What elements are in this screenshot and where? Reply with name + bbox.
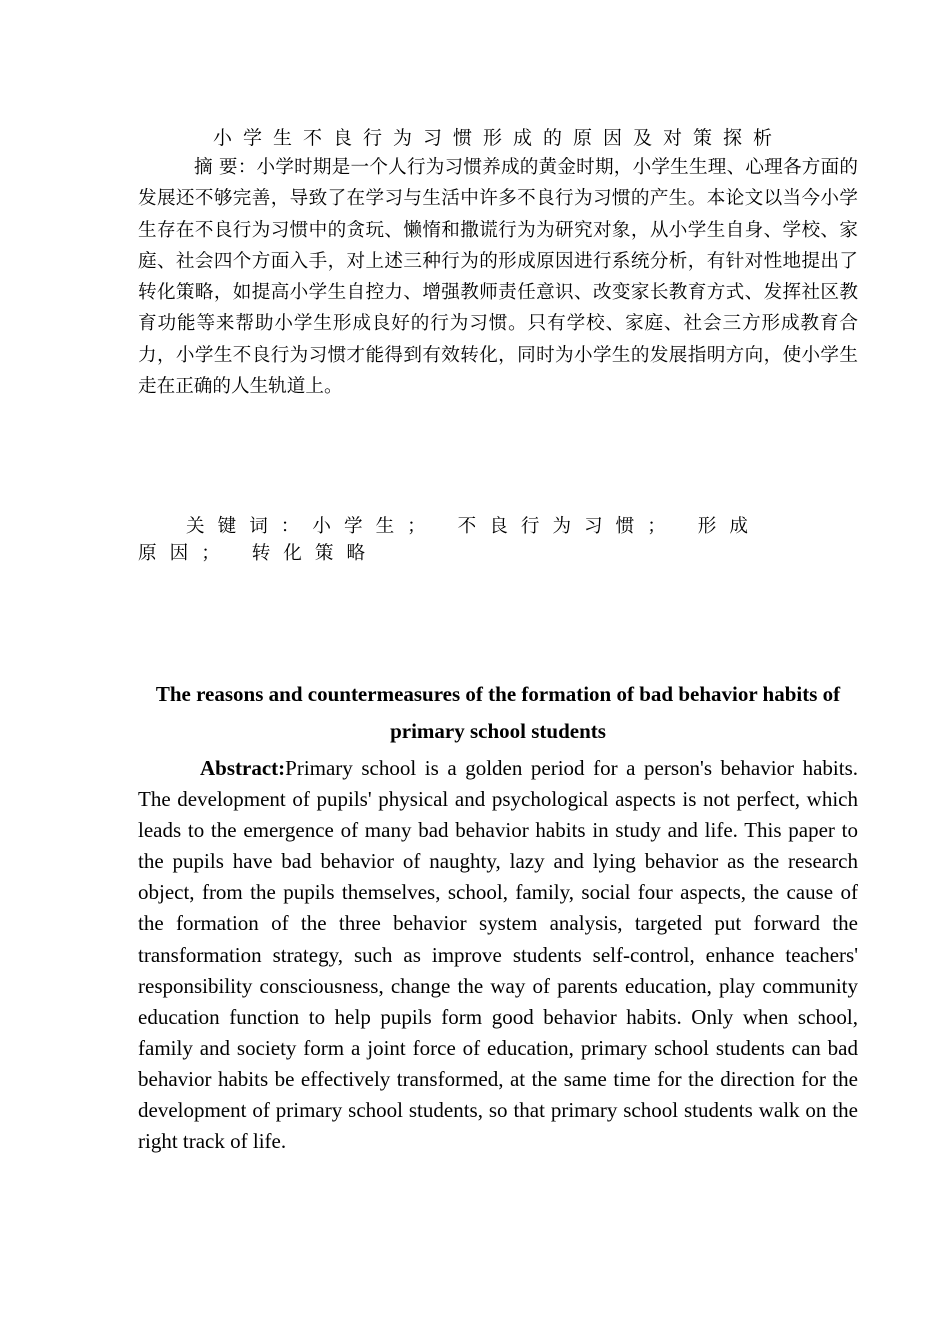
chinese-abstract-label: 摘 要：	[194, 157, 257, 178]
chinese-abstract-text: 小学时期是一个人行为习惯养成的黄金时期，小学生生理、心理各方面的发展还不够完善，导致了在学习与生活中许多不良行为习惯的产生。本论文以当今小学生存在不良行为习惯中的贪玩、懒惰和撒谎行为为研究对象，从小学生自身、学校、家庭、社会四个方面入手，对上述三种行为的形成原因进行系统分析，有针对性地提出了转化策略，如提高小学生自控力、增强教师责任意识、改变家长教育方式、发挥社区教育功能等来帮助小学生形成良好的行为习惯。只有学校、家庭、社会三方形成教育合力，小学生不良行为习惯才能得到有效转化，同时为小学生的发展指明方向，使小学生走在正确的人生轨道上。	[138, 157, 858, 398]
english-abstract	[138, 753, 858, 1157]
english-title: The reasons and countermeasures of the formation of bad behavior habits of primary school students	[155, 682, 841, 743]
english-abstract-label: Abstract:	[200, 756, 286, 780]
english-abstract-text: Primary school is a golden period for a person's behavior habits. The development of pupils' physical and psychological aspects is not perfect, which leads to the emergence of many bad behavior habits in study and life. This paper to the pupils have bad behavior of naughty, lazy and lying behavior as the research object, from the pupils themselves, school, family, social four aspects, the cause of the formation of the three behavior system analysis, targeted put forward the transformation strategy, such as improve students self-control, enhance teachers' responsibility consciousness, change the way of parents education, play community education function to help pupils form good behavior habits. Only when school, family and society form a joint force of education, primary school students can bad behavior habits be effectively transformed, at the same time for the direction for the development of primary school students, so that primary school students walk on the right track of life.	[138, 756, 858, 1154]
chinese-abstract	[138, 152, 858, 402]
chinese-title: 小学生不良行为习惯形成的原因及对策探析	[212, 127, 783, 149]
chinese-keywords-label: 关键词：	[186, 516, 313, 537]
chinese-keywords-text: 小学生； 不良行为习惯； 形成原因； 转化策略	[138, 516, 761, 564]
chinese-keywords	[138, 513, 788, 567]
